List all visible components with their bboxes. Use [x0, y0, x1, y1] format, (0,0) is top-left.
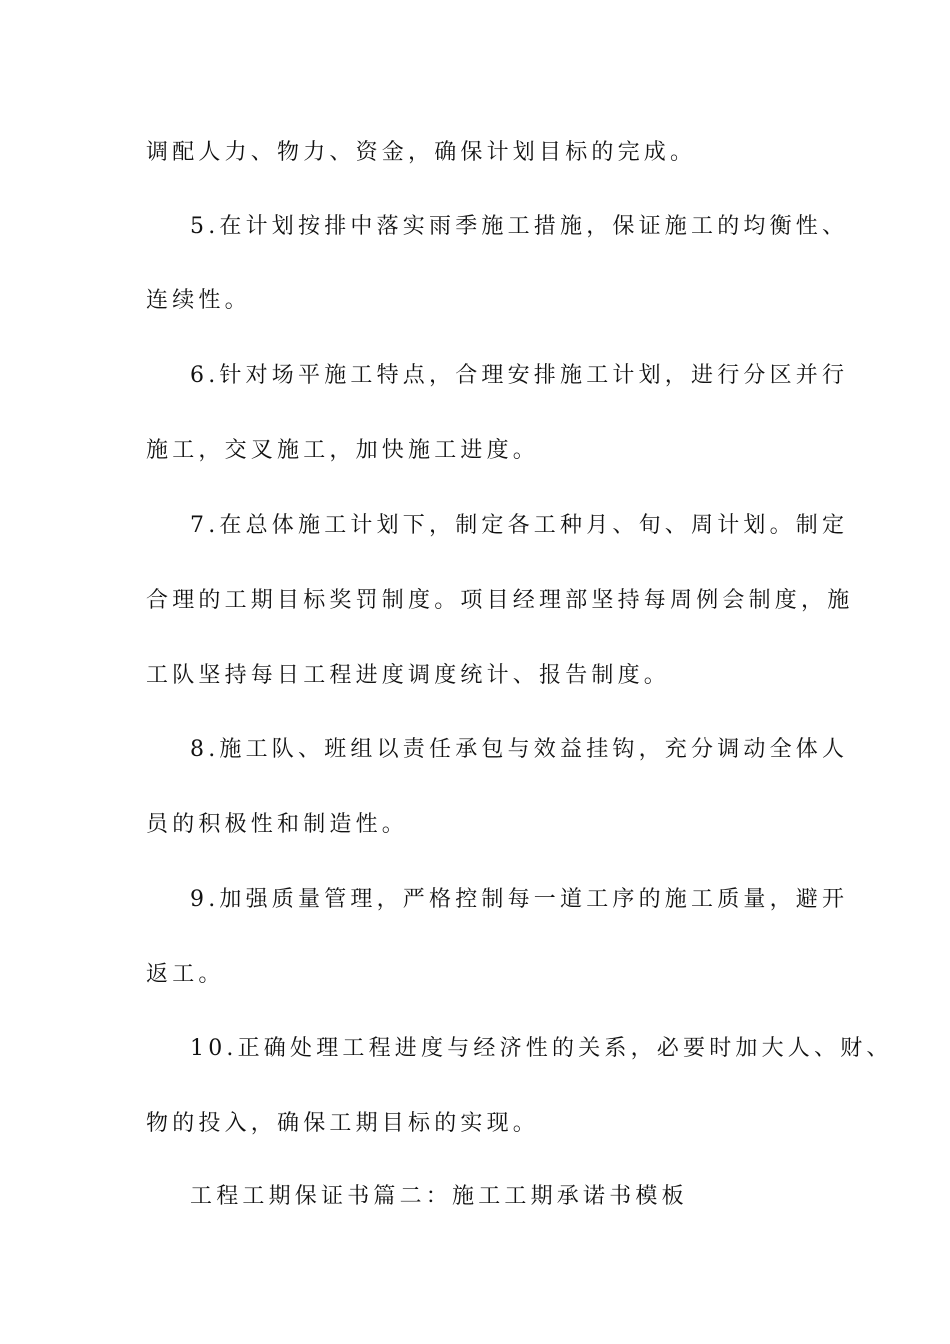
text-line-14: 物的投入，确保工期目标的实现。: [146, 1111, 540, 1136]
text-line-10: 员的积极性和制造性。: [146, 812, 409, 837]
section-heading: 工程工期保证书篇二：施工工期承诺书模板: [190, 1184, 688, 1209]
text-line-1: 调配人力、物力、资金，确保计划目标的完成。: [146, 140, 697, 165]
text-line-6: 7.在总体施工计划下，制定各工种月、旬、周计划。制定: [190, 513, 849, 538]
text-line-4: 6.针对场平施工特点，合理安排施工计划，进行分区并行: [190, 363, 849, 388]
text-line-3: 连续性。: [146, 288, 251, 313]
text-line-5: 施工，交叉施工，加快施工进度。: [146, 438, 540, 463]
text-line-13: 10.正确处理工程进度与经济性的关系，必要时加大人、财、: [190, 1036, 893, 1061]
text-line-11: 9.加强质量管理，严格控制每一道工序的施工质量，避开: [190, 887, 849, 912]
text-line-8: 工队坚持每日工程进度调度统计、报告制度。: [146, 663, 671, 688]
text-line-2: 5.在计划按排中落实雨季施工措施，保证施工的均衡性、: [190, 214, 849, 239]
text-line-7: 合理的工期目标奖罚制度。项目经理部坚持每周例会制度，施: [146, 588, 854, 613]
text-line-12: 返工。: [146, 962, 225, 987]
text-line-9: 8.施工队、班组以责任承包与效益挂钩，充分调动全体人: [190, 737, 849, 762]
